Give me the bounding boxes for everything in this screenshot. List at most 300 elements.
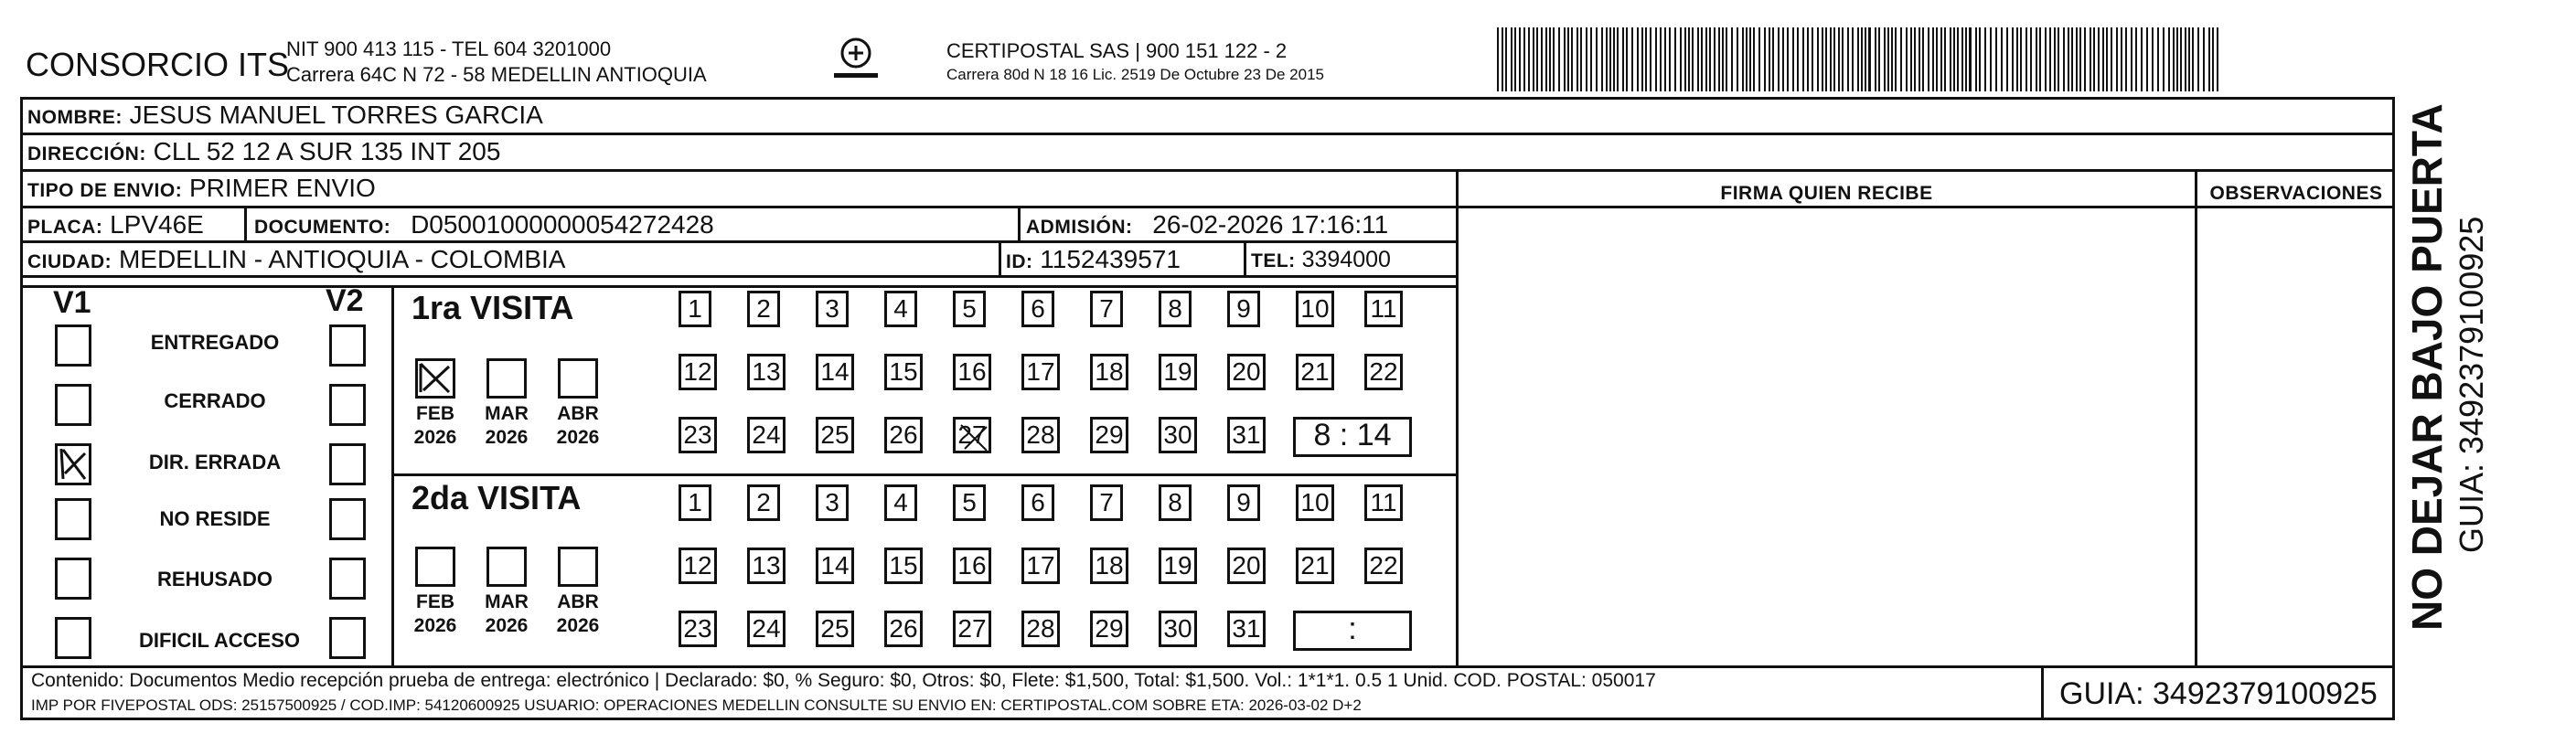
v1-checkbox-no-reside[interactable]: [55, 498, 91, 540]
barcode-bar: [1502, 27, 1503, 91]
barcode-bar: [1868, 27, 1871, 91]
barcode-bar: [1586, 27, 1587, 91]
barcode-bar: [1817, 27, 1819, 91]
barcode-bar: [2152, 27, 2154, 91]
tel-value: 3394000: [1301, 247, 1391, 272]
first-visit-month-checkbox[interactable]: [558, 358, 598, 399]
barcode-bar: [1742, 27, 1744, 91]
barcode-bar: [2020, 27, 2022, 91]
barcode-bar: [2208, 27, 2210, 91]
second-visit-year-label: 2026: [556, 615, 600, 636]
first-visit-day-box[interactable]: 18: [1090, 354, 1128, 390]
barcode-bar: [2168, 27, 2170, 91]
barcode-bar: [1545, 27, 1547, 91]
barcode-bar: [2217, 27, 2218, 91]
id-value: 1152439571: [1040, 245, 1181, 273]
barcode-bar: [1606, 27, 1608, 91]
first-visit-day-box[interactable]: 11: [1364, 291, 1403, 327]
barcode-bar: [1558, 27, 1560, 91]
placa-value: LPV46E: [110, 210, 204, 239]
first-visit-day-box[interactable]: 12: [679, 354, 717, 390]
first-visit-year-label: 2026: [485, 427, 529, 448]
barcode-bar: [2012, 27, 2014, 91]
first-visit-day-box[interactable]: 30: [1159, 417, 1197, 453]
ciudad-value: MEDELLIN - ANTIOQUIA - COLOMBIA: [118, 245, 566, 273]
second-visit-day-box[interactable]: 8: [1159, 484, 1192, 521]
barcode-bar: [1932, 27, 1934, 91]
barcode-bar: [2006, 27, 2008, 91]
barcode-bar: [1536, 27, 1538, 91]
barcode-bar: [1705, 27, 1707, 91]
first-visit-month-checkbox[interactable]: [486, 358, 527, 399]
barcode-bar: [1965, 27, 1967, 91]
second-visit-day-box[interactable]: 25: [816, 611, 854, 647]
nombre-label: NOMBRE:: [27, 107, 123, 128]
second-visit-month-label: ABR: [557, 591, 599, 612]
barcode-bar: [2049, 27, 2051, 91]
barcode-bar: [2185, 27, 2186, 91]
barcode-bar: [1714, 27, 1716, 91]
barcode-bar: [1940, 27, 1942, 91]
barcode-bar: [1782, 27, 1784, 91]
ciudad-field: [27, 245, 565, 274]
barcode-bar: [1802, 27, 1804, 91]
barcode-bar: [2071, 27, 2073, 91]
barcode-bar: [2125, 27, 2127, 91]
barcode-bar: [2131, 27, 2132, 91]
v1-checkbox-entregado[interactable]: [55, 324, 91, 367]
barcode-bar: [1753, 27, 1755, 91]
barcode-bar: [1669, 27, 1671, 91]
placa-label: PLACA:: [27, 217, 103, 238]
barcode-bar: [2141, 27, 2143, 91]
v2-checkbox-rehusado[interactable]: [329, 558, 366, 600]
barcode-bar: [2026, 27, 2027, 91]
first-visit-day-box[interactable]: 3: [816, 291, 849, 327]
barcode-bar: [1950, 27, 1951, 91]
barcode-bar: [1969, 27, 1972, 91]
barcode-bar: [2054, 27, 2056, 91]
barcode-bar: [2176, 27, 2178, 91]
v1-checkbox-cerrado[interactable]: [55, 384, 91, 426]
barcode-bar: [1746, 27, 1748, 91]
barcode-bar: [1758, 27, 1760, 91]
barcode-bar: [1787, 27, 1789, 91]
second-visit-month-checkbox[interactable]: [486, 547, 527, 587]
second-visit-day-box[interactable]: 4: [884, 484, 917, 521]
barcode-bar: [2063, 27, 2065, 91]
barcode-bar: [2093, 27, 2095, 91]
v2-header: V2: [326, 283, 364, 318]
second-visit-day-box[interactable]: 9: [1227, 484, 1260, 521]
barcode-bar: [2212, 27, 2214, 91]
company-name: CONSORCIO ITS: [26, 46, 290, 83]
certipostal-logo-icon: [828, 35, 883, 86]
second-visit-month-checkbox[interactable]: [558, 547, 598, 587]
barcode-bar: [1617, 27, 1619, 91]
barcode-bar: [1857, 27, 1859, 91]
barcode-bar: [1906, 27, 1908, 91]
id-label: ID:: [1006, 251, 1033, 272]
ciudad-label: CIUDAD:: [27, 251, 112, 272]
id-field: [1006, 245, 1181, 274]
barcode-bar: [1596, 27, 1598, 91]
first-visit-day-box[interactable]: 28: [1021, 417, 1060, 453]
barcode-bar: [2121, 27, 2122, 91]
status-rehusado: REHUSADO: [157, 568, 273, 590]
barcode-bar: [1769, 27, 1770, 91]
barcode-bar: [2203, 27, 2205, 91]
v2-checkbox-entregado[interactable]: [329, 324, 366, 367]
barcode-bar: [1541, 27, 1543, 91]
barcode-bar: [2098, 27, 2100, 91]
second-visit-day-box[interactable]: 20: [1227, 548, 1266, 584]
barcode-bar: [1631, 27, 1633, 91]
second-visit-day-box[interactable]: 11: [1364, 484, 1403, 521]
barcode-bar: [2173, 27, 2175, 91]
first-visit-month-checkbox[interactable]: [415, 358, 455, 399]
second-visit-day-box[interactable]: 29: [1090, 611, 1128, 647]
second-visit-day-box[interactable]: 7: [1090, 484, 1123, 521]
second-visit-day-box[interactable]: 21: [1296, 548, 1334, 584]
barcode-bar: [1961, 27, 1963, 91]
second-visit-day-box[interactable]: 15: [884, 548, 923, 584]
barcode-bar: [1825, 27, 1827, 91]
barcode-bar: [1807, 27, 1809, 91]
barcode-bar: [1590, 27, 1592, 91]
second-visit-day-box[interactable]: 13: [747, 548, 786, 584]
barcode-bar: [1528, 27, 1530, 91]
carrier-line1: CERTIPOSTAL SAS | 900 151 122 - 2: [946, 39, 1288, 62]
status-no-reside: NO RESIDE: [159, 507, 271, 530]
first-visit-day-box[interactable]: 15: [884, 354, 923, 390]
barcode-bar: [1847, 27, 1849, 91]
first-visit-day-box[interactable]: 21: [1296, 354, 1334, 390]
barcode-bar: [2016, 27, 2018, 91]
barcode-bar: [1655, 27, 1657, 91]
barcode-bar: [2146, 27, 2148, 91]
barcode-bar: [1692, 27, 1694, 91]
barcode-bar: [1641, 27, 1643, 91]
barcode-bar: [1936, 27, 1938, 91]
v2-checkbox-cerrado[interactable]: [329, 384, 366, 426]
barcode-bar: [1511, 27, 1512, 91]
status-cerrado: CERRADO: [164, 389, 266, 412]
first-visit-day-box[interactable]: 10: [1296, 291, 1334, 327]
second-visit-day-box[interactable]: 1: [679, 484, 711, 521]
barcode-bar: [2188, 27, 2190, 91]
second-visit-year-label: 2026: [413, 615, 457, 636]
second-visit-day-box[interactable]: 3: [816, 484, 849, 521]
second-visit-title: 2da VISITA: [412, 479, 582, 516]
direccion-field: [27, 137, 500, 166]
barcode-bar: [1887, 27, 1889, 91]
barcode-bar: [1778, 27, 1780, 91]
barcode-bar: [1680, 27, 1682, 91]
barcode-bar: [1772, 27, 1774, 91]
first-visit-month-label: ABR: [557, 403, 599, 424]
barcode-bar: [2039, 27, 2041, 91]
barcode-bar: [1792, 27, 1794, 91]
barcode-bar: [1749, 27, 1751, 91]
barcode-bar: [1895, 27, 1897, 91]
second-visit-day-box[interactable]: 18: [1090, 548, 1128, 584]
firma-label: FIRMA QUIEN RECIBE: [1720, 183, 1933, 204]
barcode-bar: [1842, 27, 1844, 91]
first-visit-day-box[interactable]: 14: [816, 354, 854, 390]
barcode-bar: [1731, 27, 1733, 91]
v1-header: V1: [53, 285, 91, 320]
side-notice: NO DEJAR BAJO PUERTA: [2403, 103, 2451, 631]
barcode-bar: [1975, 27, 1977, 91]
tipo-label: TIPO DE ENVIO:: [27, 180, 183, 201]
barcode-bar: [1519, 27, 1521, 91]
direccion-label: DIRECCIÓN:: [27, 144, 146, 165]
barcode-bar: [1674, 27, 1676, 91]
barcode-bar: [1637, 27, 1639, 91]
first-visit-day-box[interactable]: 16: [953, 354, 991, 390]
first-visit-day-box[interactable]: 19: [1159, 354, 1197, 390]
status-dificil-acceso: DIFICIL ACCESO: [138, 629, 300, 652]
checkmark-icon: [418, 361, 453, 396]
company-line1: NIT 900 413 115 - TEL 604 3201000: [286, 37, 612, 60]
barcode-bar: [2084, 27, 2086, 91]
first-visit-day-box[interactable]: 24: [747, 417, 786, 453]
second-visit-day-box[interactable]: 28: [1021, 611, 1060, 647]
v2-checkbox-dir-errada[interactable]: [329, 443, 366, 485]
barcode-bar: [1737, 27, 1738, 91]
barcode-bar: [1764, 27, 1766, 91]
footer-guia: GUIA: 3492379100925: [2059, 676, 2378, 711]
barcode-bar: [1914, 27, 1916, 91]
barcode-bar: [1684, 27, 1686, 91]
barcode-bar: [1910, 27, 1912, 91]
barcode-bar: [1830, 27, 1832, 91]
first-visit-day-box[interactable]: 13: [747, 354, 786, 390]
side-guia: GUIA: 3492379100925: [2453, 216, 2490, 553]
second-visit-day-box[interactable]: 24: [747, 611, 786, 647]
first-visit-day-box[interactable]: 31: [1227, 417, 1266, 453]
first-visit-title: 1ra VISITA: [412, 289, 574, 326]
barcode-bar: [2079, 27, 2081, 91]
barcode-bar: [1726, 27, 1727, 91]
barcode-bar: [2197, 27, 2199, 91]
barcode-bar: [1497, 27, 1499, 91]
barcode-bar: [1564, 27, 1566, 91]
v1-checkbox-dir-errada[interactable]: [55, 443, 91, 485]
first-visit-day-box[interactable]: 25: [816, 417, 854, 453]
second-visit-day-box[interactable]: 17: [1021, 548, 1060, 584]
first-visit-day-box[interactable]: 4: [884, 291, 917, 327]
first-visit-year-label: 2026: [556, 427, 600, 448]
barcode-bar: [1553, 27, 1555, 91]
barcode-bar: [1688, 27, 1690, 91]
nombre-value: JESUS MANUEL TORRES GARCIA: [129, 101, 543, 129]
second-visit-day-box[interactable]: 30: [1159, 611, 1197, 647]
second-visit-time-box[interactable]: :: [1293, 611, 1412, 651]
barcode-bar: [1580, 27, 1582, 91]
barcode-bar: [1990, 27, 1992, 91]
nombre-field: [27, 101, 543, 130]
barcode-bar: [1995, 27, 1997, 91]
barcode-bar: [1852, 27, 1854, 91]
first-visit-day-box[interactable]: 6: [1021, 291, 1054, 327]
first-visit-day-box[interactable]: 20: [1227, 354, 1266, 390]
barcode-bar: [1984, 27, 1986, 91]
first-visit-day-box[interactable]: 23: [679, 417, 717, 453]
barcode-bar: [1660, 27, 1662, 91]
barcode-bar: [2157, 27, 2159, 91]
barcode-bar: [1979, 27, 1981, 91]
v1-checkbox-dificil-acceso[interactable]: [55, 617, 91, 659]
first-visit-day-box[interactable]: 7: [1090, 291, 1123, 327]
barcode-bar: [1622, 27, 1624, 91]
second-visit-day-box[interactable]: 6: [1021, 484, 1054, 521]
second-visit-month-label: FEB: [416, 591, 454, 612]
observaciones-label: OBSERVACIONES: [2209, 183, 2383, 204]
barcode-bar: [1722, 27, 1724, 91]
tipo-field: [27, 174, 376, 203]
footer-line2: IMP POR FIVEPOSTAL ODS: 25157500925 / COD.IMP: 54120600925 USUARIO: OPERACIONES MEDELLIN CONSULTE SU ENVIO EN: CERTIPOSTAL.COM SOBRE ETA: 2026-03-02 D+2: [31, 697, 1362, 714]
barcode-bar: [1549, 27, 1551, 91]
company-line2: Carrera 64C N 72 - 58 MEDELLIN ANTIOQUIA: [286, 63, 707, 86]
second-visit-day-box[interactable]: 19: [1159, 548, 1197, 584]
barcode-bar: [2068, 27, 2069, 91]
v2-checkbox-no-reside[interactable]: [329, 498, 366, 540]
barcode-bar: [1865, 27, 1866, 91]
barcode-bar: [2058, 27, 2059, 91]
admision-label: ADMISIÓN:: [1026, 217, 1133, 238]
barcode-bar: [1613, 27, 1615, 91]
barcode-bar: [1709, 27, 1711, 91]
first-visit-time-box[interactable]: 8 : 14: [1293, 417, 1412, 457]
barcode-bar: [1533, 27, 1534, 91]
tipo-value: PRIMER ENVIO: [188, 174, 376, 202]
barcode-bar: [1900, 27, 1902, 91]
barcode-bar: [2102, 27, 2104, 91]
second-visit-day-box[interactable]: 5: [953, 484, 986, 521]
second-visit-day-box[interactable]: 31: [1227, 611, 1266, 647]
barcode-bar: [2135, 27, 2137, 91]
barcode-bar: [1944, 27, 1946, 91]
barcode-bar: [2180, 27, 2182, 91]
admision-value: 26-02-2026 17:16:11: [1152, 210, 1389, 239]
barcode-bar: [1650, 27, 1651, 91]
second-visit-day-box[interactable]: 16: [953, 548, 991, 584]
first-visit-day-box[interactable]: 22: [1364, 354, 1403, 390]
barcode-bar: [2001, 27, 2003, 91]
barcode-bar: [1514, 27, 1516, 91]
placa-field: [27, 210, 204, 239]
barcode-bar: [1609, 27, 1611, 91]
second-visit-day-box[interactable]: 26: [884, 611, 923, 647]
barcode-bar: [2163, 27, 2164, 91]
v2-checkbox-dificil-acceso[interactable]: [329, 617, 366, 659]
barcode-bar: [1833, 27, 1835, 91]
barcode-bar: [1797, 27, 1799, 91]
barcode-bar: [1645, 27, 1647, 91]
barcode-bar: [1601, 27, 1603, 91]
admision-field: [1026, 210, 1388, 239]
barcode-bar: [1571, 27, 1573, 91]
barcode-bar: [1953, 27, 1955, 91]
v1-checkbox-rehusado[interactable]: [55, 558, 91, 600]
second-visit-day-box[interactable]: 27: [953, 611, 991, 647]
tel-label: TEL:: [1251, 250, 1296, 271]
checkmark-icon: [58, 446, 89, 483]
second-visit-month-checkbox[interactable]: [415, 547, 455, 587]
first-visit-day-box[interactable]: 26: [884, 417, 923, 453]
barcode-bar: [1838, 27, 1840, 91]
first-visit-day-box[interactable]: 27: [953, 417, 991, 453]
barcode-bar: [2192, 27, 2194, 91]
second-visit-day-box[interactable]: 23: [679, 611, 717, 647]
documento-field: [254, 210, 714, 239]
barcode-bar: [1861, 27, 1863, 91]
second-visit-day-box[interactable]: 10: [1296, 484, 1334, 521]
barcode-bar: [2030, 27, 2032, 91]
barcode-bar: [1577, 27, 1578, 91]
status-dir-errada: DIR. ERRADA: [148, 451, 282, 473]
barcode-bar: [2045, 27, 2047, 91]
barcode-bar: [1664, 27, 1666, 91]
footer-line1: Contenido: Documentos Medio recepción prueba de entrega: electrónico | Declarado: $0, % Seguro: $0, Otros: $0, Flete: $1,500, Total: $1,500. Vol.: 1*1*1. 0.5 1 Unid. COD. POSTAL: 050017: [31, 670, 1656, 691]
first-visit-day-box[interactable]: 5: [953, 291, 986, 327]
barcode-bar: [1697, 27, 1699, 91]
barcode-bar: [1822, 27, 1823, 91]
barcode-bar: [2116, 27, 2118, 91]
tel-field: [1251, 247, 1391, 273]
barcode-bar: [2111, 27, 2112, 91]
second-visit-day-box[interactable]: 12: [679, 548, 717, 584]
first-visit-month-label: FEB: [416, 403, 454, 424]
barcode-bar: [2090, 27, 2091, 91]
second-visit-day-box[interactable]: 2: [747, 484, 780, 521]
first-visit-day-box[interactable]: 17: [1021, 354, 1060, 390]
observaciones-header: [2197, 176, 2395, 206]
second-visit-day-box[interactable]: 14: [816, 548, 854, 584]
barcode-bar: [1928, 27, 1929, 91]
barcode-bar: [1875, 27, 1876, 91]
first-visit-day-box[interactable]: 8: [1159, 291, 1192, 327]
first-visit-day-box[interactable]: 29: [1090, 417, 1128, 453]
second-visit-day-box[interactable]: 22: [1364, 548, 1403, 584]
first-visit-day-box[interactable]: 2: [747, 291, 780, 327]
barcode-bar: [1626, 27, 1628, 91]
barcode-bar: [1919, 27, 1920, 91]
barcode-bar: [1878, 27, 1880, 91]
first-visit-year-label: 2026: [413, 427, 457, 448]
barcode-bar: [1957, 27, 1959, 91]
barcode: [1497, 27, 2221, 91]
barcode-bar: [2076, 27, 2078, 91]
barcode-bar: [1891, 27, 1893, 91]
second-visit-year-label: 2026: [485, 615, 529, 636]
documento-value: D05001000000054272428: [411, 210, 714, 239]
carrier-line2: Carrera 80d N 18 16 Lic. 2519 De Octubre 23 De 2015: [946, 66, 1324, 83]
firma-header: [1459, 176, 2195, 206]
barcode-bar: [1922, 27, 1924, 91]
barcode-bar: [1718, 27, 1720, 91]
barcode-bar: [2036, 27, 2037, 91]
barcode-bar: [1884, 27, 1886, 91]
first-visit-day-box[interactable]: 1: [679, 291, 711, 327]
barcode-bar: [1812, 27, 1813, 91]
barcode-bar: [1567, 27, 1569, 91]
first-visit-day-box[interactable]: 9: [1227, 291, 1260, 327]
day-mark-icon: [956, 420, 994, 456]
barcode-bar: [1505, 27, 1507, 91]
